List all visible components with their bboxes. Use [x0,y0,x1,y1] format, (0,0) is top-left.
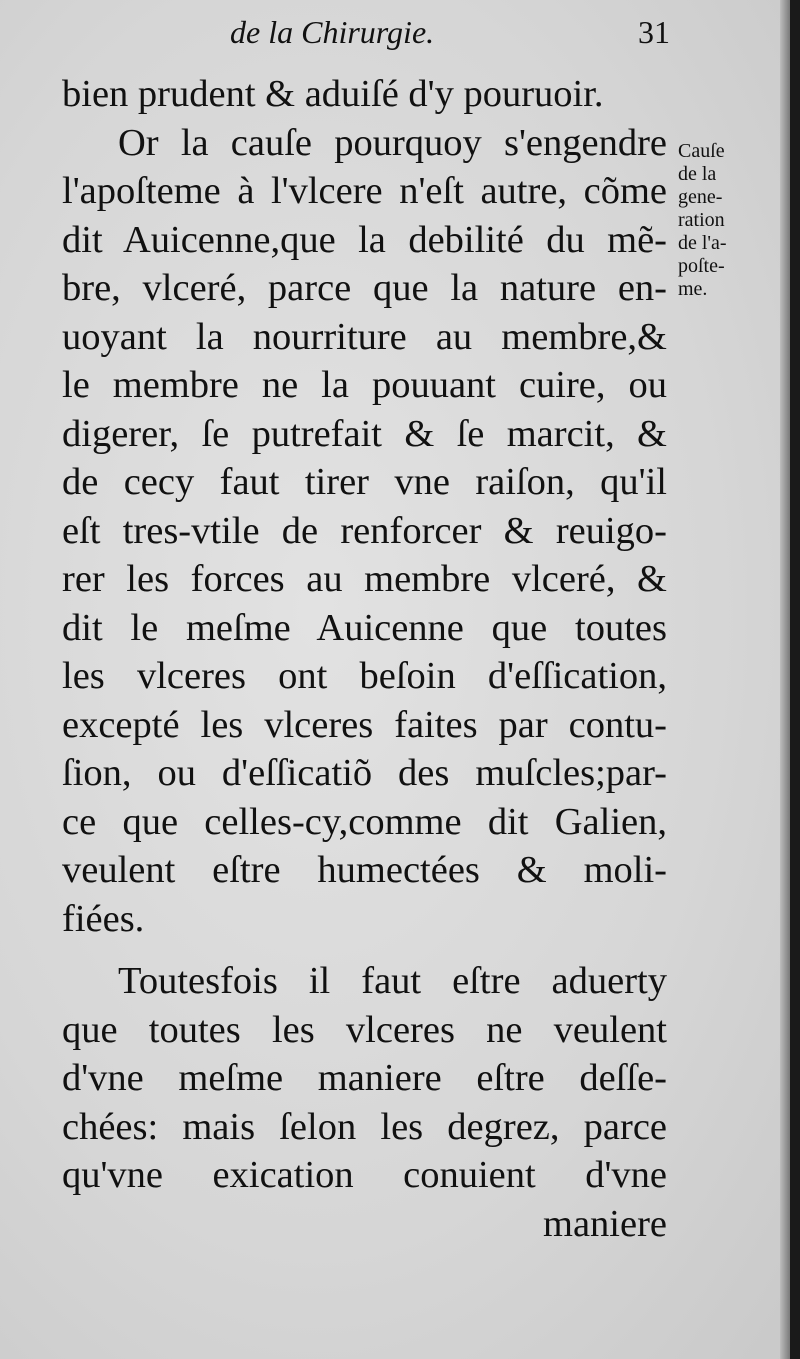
text-line: veulent eſtre humectées & moli- [62,849,667,891]
text-line: excepté les vlceres faites par contu- [62,703,667,746]
page-header [60,14,670,54]
text-line: le membre ne la pouuant cuire, ou [62,364,667,406]
page-edge-shadow [780,0,790,1359]
text-line: chées: mais ſelon les degrez, parce [62,1105,667,1148]
margin-note [678,140,766,301]
text-line: uoyant la nourriture au membre,& [62,315,667,358]
text-line: eſt tres-vtile de renforcer & reuigo- [62,509,667,552]
margin-note-line: poſte- [678,255,725,277]
margin-note-line: gene- [678,186,723,208]
running-title: de la Chirurgie. [230,14,435,50]
text-line: l'apoſteme à l'vlcere n'eſt autre, cõme [62,170,667,212]
margin-note-line: ration [678,209,725,231]
text-line: de cecy faut tirer vne raiſon, qu'il [62,461,667,503]
text-line: dit le meſme Auicenne que toutes [62,606,667,649]
paragraph-gap [62,943,667,957]
text-line: rer les forces au membre vlceré, & [62,558,667,600]
margin-note-line: de l'a- [678,232,727,254]
text-line: les vlceres ont beſoin d'eſſication, [62,655,667,697]
text-line: que toutes les vlceres ne veulent [62,1008,667,1051]
margin-note-line: de la [678,163,717,185]
text-line: bre, vlceré, parce que la nature en- [62,267,667,309]
text-line: qu'vne exication conuient d'vne [62,1154,667,1196]
catchword: maniere [543,1202,667,1245]
page-number: 31 [638,14,670,50]
text-line: ſion, ou d'eſſicatiõ des muſcles;par- [62,752,667,794]
margin-note-line: me. [678,278,708,300]
text-line: dit Auicenne,que la debilité du mẽ- [62,218,667,261]
text-line: Or la cauſe pourquoy s'engendre [118,121,667,164]
text-line: ce que celles-cy,comme dit Galien, [62,800,667,843]
main-text [62,70,667,1248]
margin-note-line: Cauſe [678,140,725,162]
text-line: digerer, ſe putrefait & ſe marcit, & [62,412,667,455]
text-line: Toutesfois il faut eſtre aduerty [118,960,667,1002]
text-line: fiées. [62,897,145,940]
text-line: d'vne meſme maniere eſtre deſſe- [62,1057,667,1099]
text-line: bien prudent & aduiſé d'y pouruoir. [62,73,604,115]
